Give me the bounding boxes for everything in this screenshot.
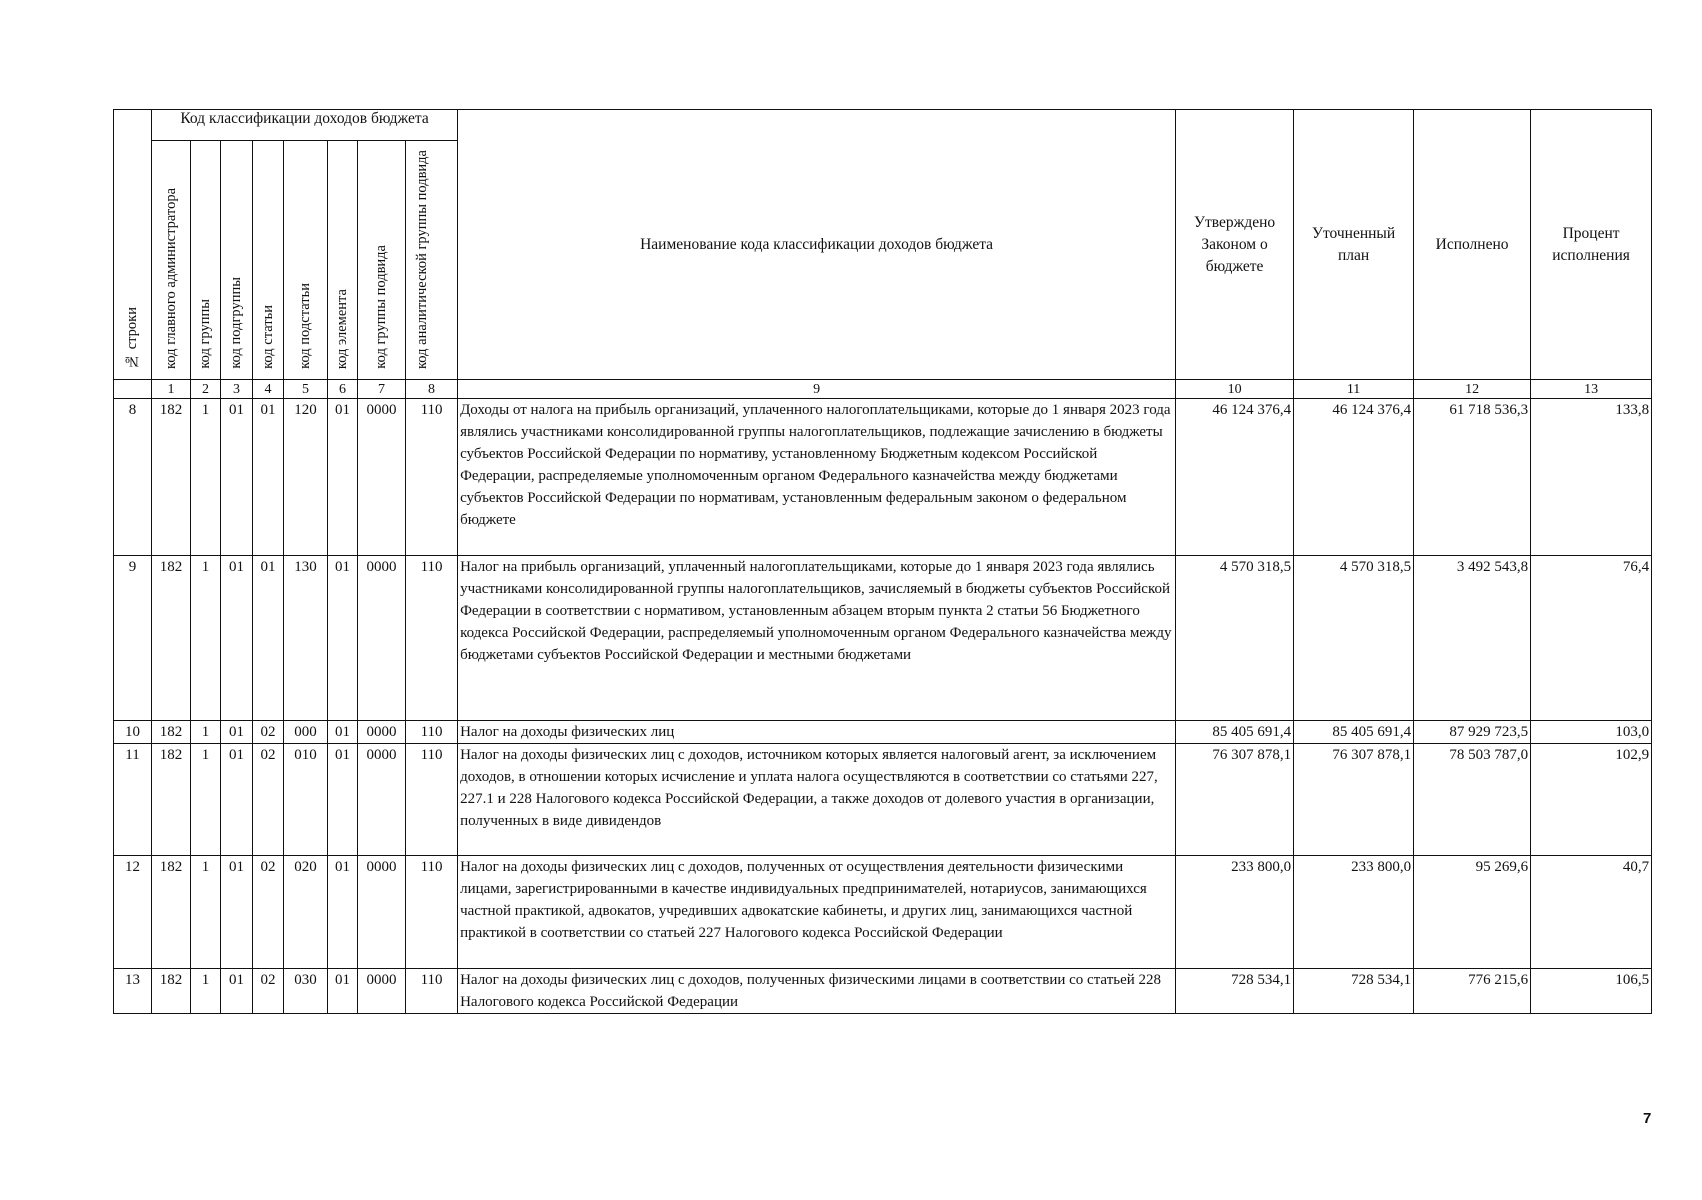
table-row	[114, 969, 1652, 1014]
article-code: 02	[253, 744, 284, 856]
header-analytic-code: код аналитической группы подвида	[406, 141, 458, 380]
table-row	[114, 556, 1652, 721]
refined-value: 233 800,0	[1294, 856, 1414, 969]
subgroup-code: 01	[221, 856, 253, 969]
approved-value: 728 534,1	[1176, 969, 1294, 1014]
subtype-group-code: 0000	[358, 399, 406, 556]
table-row	[114, 399, 1652, 556]
refined-value: 4 570 318,5	[1294, 556, 1414, 721]
header-approved: Утверждено Законом о бюджете	[1176, 110, 1294, 380]
column-number: 2	[191, 380, 221, 399]
article-code: 02	[253, 969, 284, 1014]
admin-code: 182	[152, 556, 191, 721]
group-code: 1	[191, 856, 221, 969]
article-code: 02	[253, 721, 284, 744]
approved-value: 233 800,0	[1176, 856, 1294, 969]
subarticle-code: 010	[284, 744, 328, 856]
element-code: 01	[328, 556, 358, 721]
column-number-blank	[114, 380, 152, 399]
column-number: 10	[1176, 380, 1294, 399]
revenue-name: Доходы от налога на прибыль организаций, уплаченного налогоплательщиками, которые до 1 января 2023 года являлись участниками консолидированной группы налогоплательщиков, подлежащие зачислению в бюджеты субъектов Российской Федерации по нормативу, установленному Бюджетным кодексом Российской Федерации, распределяемые уполномоченным органом Федерального казначейства между бюджетами субъектов Российской Федерации по нормативам, установленным федеральным законом о федеральном бюджете	[458, 399, 1176, 556]
header-classification-code: Код классификации доходов бюджета	[152, 110, 458, 141]
header-row-top	[114, 110, 1652, 141]
subarticle-code: 130	[284, 556, 328, 721]
analytic-code: 110	[406, 856, 458, 969]
table-row	[114, 721, 1652, 744]
executed-value: 776 215,6	[1414, 969, 1531, 1014]
group-code: 1	[191, 721, 221, 744]
column-number: 11	[1294, 380, 1414, 399]
header-subgroup-code: код подгруппы	[221, 141, 253, 380]
column-number: 4	[253, 380, 284, 399]
group-code: 1	[191, 556, 221, 721]
header-group-code: код группы	[191, 141, 221, 380]
subgroup-code: 01	[221, 969, 253, 1014]
admin-code: 182	[152, 856, 191, 969]
column-number: 5	[284, 380, 328, 399]
percent-value: 106,5	[1531, 969, 1652, 1014]
budget-revenue-table	[113, 109, 1652, 1014]
subgroup-code: 01	[221, 399, 253, 556]
header-admin-code: код главного администратора	[152, 141, 191, 380]
executed-value: 95 269,6	[1414, 856, 1531, 969]
column-number: 6	[328, 380, 358, 399]
column-number: 7	[358, 380, 406, 399]
row-no: 11	[114, 744, 152, 856]
executed-value: 61 718 536,3	[1414, 399, 1531, 556]
subarticle-code: 020	[284, 856, 328, 969]
element-code: 01	[328, 856, 358, 969]
refined-value: 85 405 691,4	[1294, 721, 1414, 744]
refined-value: 76 307 878,1	[1294, 744, 1414, 856]
subgroup-code: 01	[221, 556, 253, 721]
admin-code: 182	[152, 721, 191, 744]
subtype-group-code: 0000	[358, 556, 406, 721]
admin-code: 182	[152, 744, 191, 856]
column-number-row	[114, 380, 1652, 399]
column-number: 1	[152, 380, 191, 399]
header-executed: Исполнено	[1414, 110, 1531, 380]
subgroup-code: 01	[221, 721, 253, 744]
percent-value: 133,8	[1531, 399, 1652, 556]
element-code: 01	[328, 399, 358, 556]
row-no: 12	[114, 856, 152, 969]
approved-value: 46 124 376,4	[1176, 399, 1294, 556]
element-code: 01	[328, 969, 358, 1014]
column-number: 8	[406, 380, 458, 399]
percent-value: 102,9	[1531, 744, 1652, 856]
admin-code: 182	[152, 969, 191, 1014]
analytic-code: 110	[406, 556, 458, 721]
header-subtype-group-code: код группы подвида	[358, 141, 406, 380]
article-code: 01	[253, 399, 284, 556]
subgroup-code: 01	[221, 744, 253, 856]
header-percent: Процент исполнения	[1531, 110, 1652, 380]
column-number: 9	[458, 380, 1176, 399]
analytic-code: 110	[406, 721, 458, 744]
revenue-name: Налог на доходы физических лиц с доходов, полученных от осуществления деятельности физическими лицами, зарегистрированными в качестве индивидуальных предпринимателей, нотариусов, занимающихся частной практикой, адвокатов, учредивших адвокатские кабинеты, и других лиц, занимающихся частной практикой в соответствии со статьей 227 Налогового кодекса Российской Федерации	[458, 856, 1176, 969]
percent-value: 40,7	[1531, 856, 1652, 969]
subarticle-code: 030	[284, 969, 328, 1014]
header-name: Наименование кода классификации доходов бюджета	[458, 110, 1176, 380]
subtype-group-code: 0000	[358, 969, 406, 1014]
approved-value: 4 570 318,5	[1176, 556, 1294, 721]
column-number: 3	[221, 380, 253, 399]
row-no: 10	[114, 721, 152, 744]
percent-value: 103,0	[1531, 721, 1652, 744]
admin-code: 182	[152, 399, 191, 556]
refined-value: 728 534,1	[1294, 969, 1414, 1014]
revenue-name: Налог на доходы физических лиц с доходов, полученных физическими лицами в соответствии со статьей 228 Налогового кодекса Российской Федерации	[458, 969, 1176, 1014]
percent-value: 76,4	[1531, 556, 1652, 721]
group-code: 1	[191, 969, 221, 1014]
revenue-name: Налог на доходы физических лиц с доходов, источником которых является налоговый агент, за исключением доходов, в отношении которых исчисление и уплата налога осуществляются в соответствии со статьями 227, 227.1 и 228 Налогового кодекса Российской Федерации, а также доходов от долевого участия в организации, полученных в виде дивидендов	[458, 744, 1176, 856]
header-row-no: № строки	[114, 110, 152, 380]
analytic-code: 110	[406, 969, 458, 1014]
element-code: 01	[328, 744, 358, 856]
row-no: 13	[114, 969, 152, 1014]
article-code: 01	[253, 556, 284, 721]
analytic-code: 110	[406, 744, 458, 856]
header-subarticle-code: код подстатьи	[284, 141, 328, 380]
header-element-code: код элемента	[328, 141, 358, 380]
subarticle-code: 000	[284, 721, 328, 744]
page-number: 7	[1643, 1110, 1652, 1127]
article-code: 02	[253, 856, 284, 969]
analytic-code: 110	[406, 399, 458, 556]
group-code: 1	[191, 399, 221, 556]
subtype-group-code: 0000	[358, 744, 406, 856]
subarticle-code: 120	[284, 399, 328, 556]
column-number: 12	[1414, 380, 1531, 399]
column-number: 13	[1531, 380, 1652, 399]
executed-value: 3 492 543,8	[1414, 556, 1531, 721]
executed-value: 87 929 723,5	[1414, 721, 1531, 744]
element-code: 01	[328, 721, 358, 744]
subtype-group-code: 0000	[358, 856, 406, 969]
revenue-name: Налог на прибыль организаций, уплаченный налогоплательщиками, которые до 1 января 2023 года являлись участниками консолидированной группы налогоплательщиков, зачисляемый в бюджеты субъектов Российской Федерации в соответствии с нормативом, установленным абзацем вторым пункта 2 статьи 56 Бюджетного кодекса Российской Федерации, распределяемый уполномоченным органом Федерального казначейства между бюджетами субъектов Российской Федерации и местными бюджетами	[458, 556, 1176, 721]
approved-value: 85 405 691,4	[1176, 721, 1294, 744]
group-code: 1	[191, 744, 221, 856]
header-refined: Уточненный план	[1294, 110, 1414, 380]
subtype-group-code: 0000	[358, 721, 406, 744]
refined-value: 46 124 376,4	[1294, 399, 1414, 556]
revenue-name: Налог на доходы физических лиц	[458, 721, 1176, 744]
executed-value: 78 503 787,0	[1414, 744, 1531, 856]
row-no: 8	[114, 399, 152, 556]
approved-value: 76 307 878,1	[1176, 744, 1294, 856]
table-row	[114, 856, 1652, 969]
table-row	[114, 744, 1652, 856]
header-article-code: код статьи	[253, 141, 284, 380]
row-no: 9	[114, 556, 152, 721]
